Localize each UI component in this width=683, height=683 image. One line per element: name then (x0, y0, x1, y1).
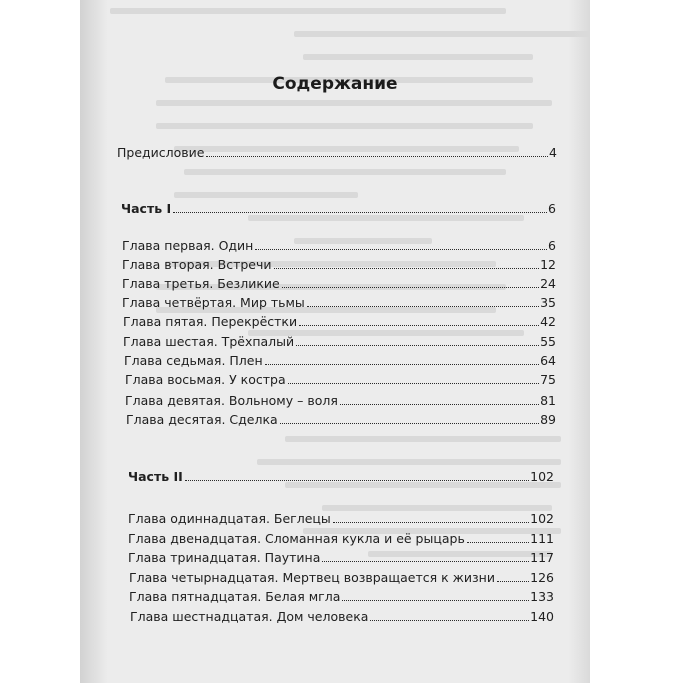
dot-leader (307, 306, 539, 307)
toc-entry-label: Глава десятая. Сделка (126, 412, 278, 427)
toc-entry (128, 550, 554, 568)
dot-leader (340, 404, 539, 405)
toc-entry (122, 257, 556, 275)
toc-entry (130, 609, 554, 627)
toc-entry-label: Глава третья. Безликие (122, 276, 280, 291)
toc-entry-label: Глава тринадцатая. Паутина (128, 550, 321, 565)
toc-entry-page-number: 24 (540, 276, 556, 291)
dot-leader (173, 212, 547, 213)
toc-part-entry (128, 469, 554, 487)
toc-entry-label: Глава пятнадцатая. Белая мгла (129, 589, 341, 604)
toc-entry-label: Предисловие (117, 145, 205, 160)
toc-entry (128, 531, 554, 549)
toc-entry-page-number: 81 (540, 393, 556, 408)
toc-entry (122, 276, 556, 294)
toc-entry-page-number: 102 (530, 469, 554, 484)
toc-entry (129, 570, 554, 588)
toc-entry-page-number: 6 (548, 201, 556, 216)
dot-leader (333, 522, 529, 523)
dot-leader (467, 542, 529, 543)
dot-leader (288, 383, 539, 384)
toc-entry (123, 334, 556, 352)
dot-leader (206, 156, 548, 157)
dot-leader (255, 249, 547, 250)
toc-entry-label: Глава одиннадцатая. Беглецы (128, 511, 331, 526)
toc-entry-page-number: 12 (540, 257, 556, 272)
toc-entry (124, 353, 556, 371)
toc-entry-page-number: 111 (530, 531, 554, 546)
toc-entry (123, 314, 556, 332)
toc-entry (125, 393, 556, 411)
toc-entry-label: Глава девятая. Вольному – воля (125, 393, 338, 408)
dot-leader (282, 287, 539, 288)
toc-entry-page-number: 140 (530, 609, 554, 624)
toc-entry-label: Глава шестнадцатая. Дом человека (130, 609, 369, 624)
toc-entry-page-number: 126 (530, 570, 554, 585)
dot-leader (342, 600, 529, 601)
dot-leader (265, 364, 539, 365)
dot-leader (497, 581, 529, 582)
table-of-contents (80, 0, 590, 683)
toc-entry-page-number: 133 (530, 589, 554, 604)
toc-entry-label: Глава вторая. Встречи (122, 257, 272, 272)
toc-entry-label: Глава восьмая. У костра (125, 372, 286, 387)
toc-entry (125, 372, 556, 390)
dot-leader (280, 423, 539, 424)
dot-leader (299, 325, 539, 326)
toc-entry-label: Глава четвёртая. Мир тьмы (122, 295, 305, 310)
toc-entry-page-number: 89 (540, 412, 556, 427)
toc-entry-page-number: 6 (548, 238, 556, 253)
toc-entry-label: Глава двенадцатая. Сломанная кукла и её рыцарь (128, 531, 465, 546)
toc-entry-page-number: 35 (540, 295, 556, 310)
toc-entry-page-number: 4 (549, 145, 557, 160)
toc-entry-page-number: 75 (540, 372, 556, 387)
toc-part-entry (121, 201, 556, 219)
toc-entry (126, 412, 556, 430)
toc-entry-label: Часть II (128, 469, 183, 484)
toc-entry-label: Глава четырнадцатая. Мертвец возвращается к жизни (129, 570, 495, 585)
toc-entry-page-number: 64 (540, 353, 556, 368)
toc-entry (117, 145, 557, 163)
book-page (80, 0, 590, 683)
toc-entry-label: Глава седьмая. Плен (124, 353, 263, 368)
toc-entry-label: Глава первая. Один (122, 238, 254, 253)
toc-entry-label: Часть I (121, 201, 172, 216)
dot-leader (370, 620, 529, 621)
toc-entry-label: Глава пятая. Перекрёстки (123, 314, 298, 329)
toc-entry-page-number: 55 (540, 334, 556, 349)
dot-leader (322, 561, 529, 562)
toc-entry (129, 589, 554, 607)
toc-entry (122, 238, 556, 256)
toc-title: Содержание (272, 74, 398, 94)
dot-leader (185, 480, 529, 481)
toc-entry (128, 511, 554, 529)
toc-entry (122, 295, 556, 313)
toc-entry-label: Глава шестая. Трёхпалый (123, 334, 295, 349)
toc-entry-page-number: 102 (530, 511, 554, 526)
dot-leader (296, 345, 539, 346)
toc-entry-page-number: 117 (530, 550, 554, 565)
toc-entry-page-number: 42 (540, 314, 556, 329)
dot-leader (274, 268, 540, 269)
